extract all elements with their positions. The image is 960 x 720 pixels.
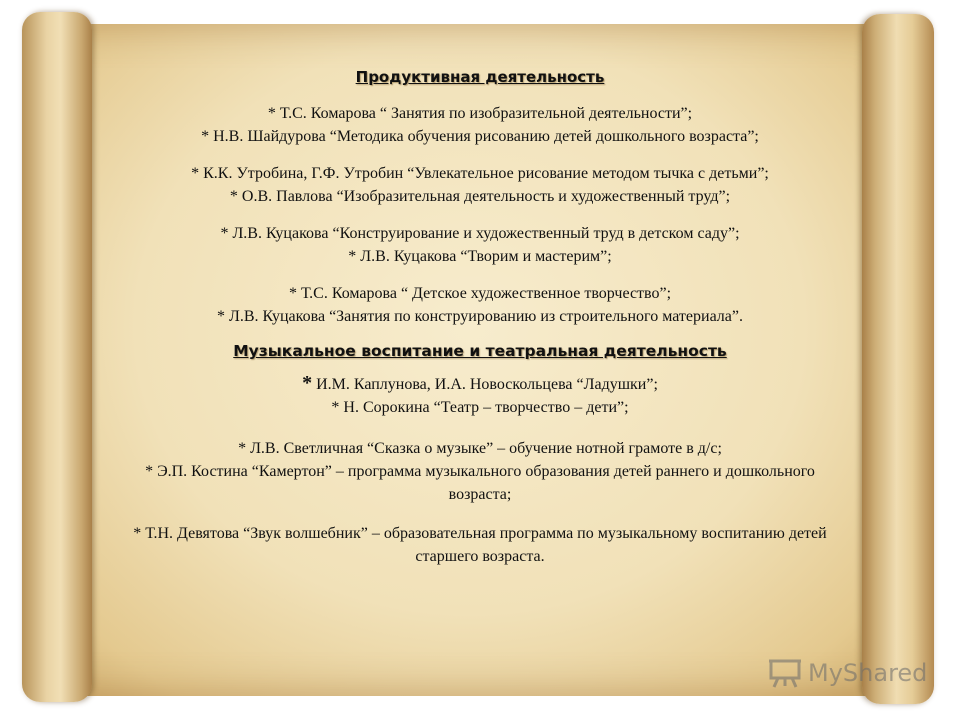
slide-content (60, 66, 900, 568)
list-item: * Л.В. Светличная “Сказка о музыке” – обучение нотной грамоте в д/с; (238, 440, 722, 457)
list-item: * Л.В. Куцакова “Конструирование и художественный труд в детском саду”; (220, 225, 740, 242)
section-heading-music: Музыкальное воспитание и театральная деятельность (233, 342, 727, 360)
watermark-logo (768, 656, 928, 690)
list-item-continuation: возраста; (448, 486, 512, 503)
list-item-continuation: старшего возраста. (415, 548, 545, 565)
list-item (60, 372, 900, 396)
list-item: * К.К. Утробина, Г.Ф. Утробин “Увлекательное рисование методом тычка с детьми”; (191, 165, 769, 182)
bullet-star: * (302, 372, 313, 394)
list-item: * Л.В. Куцакова “Занятия по конструированию из строительного материала”. (217, 308, 743, 325)
list-item: * Т.С. Комарова “ Занятия по изобразительной деятельности”; (267, 105, 693, 122)
list-item: * Э.П. Костина “Камертон” – программа музыкального образования детей раннего и дошкольного (145, 463, 815, 480)
list-item: * О.В. Павлова “Изобразительная деятельность и художественный труд”; (229, 188, 731, 205)
watermark-text: MyShared (808, 659, 928, 687)
section-heading-productive: Продуктивная деятельность (355, 68, 605, 86)
presentation-board-icon (768, 658, 802, 688)
list-item: * Л.В. Куцакова “Творим и мастерим”; (348, 248, 612, 265)
list-item: * Т.Н. Девятова “Звук волшебник” – образовательная программа по музыкальному воспитанию детей (133, 525, 827, 542)
list-item: * Н. Сорокина “Театр – творчество – дети”; (331, 399, 629, 416)
list-item-text: И.М. Каплунова, И.А. Новоскольцева “Ладушки”; (316, 376, 658, 393)
list-item: * Н.В. Шайдурова “Методика обучения рисованию детей дошкольного возраста”; (201, 128, 759, 145)
list-item: * Т.С. Комарова “ Детское художественное творчество”; (288, 285, 672, 302)
